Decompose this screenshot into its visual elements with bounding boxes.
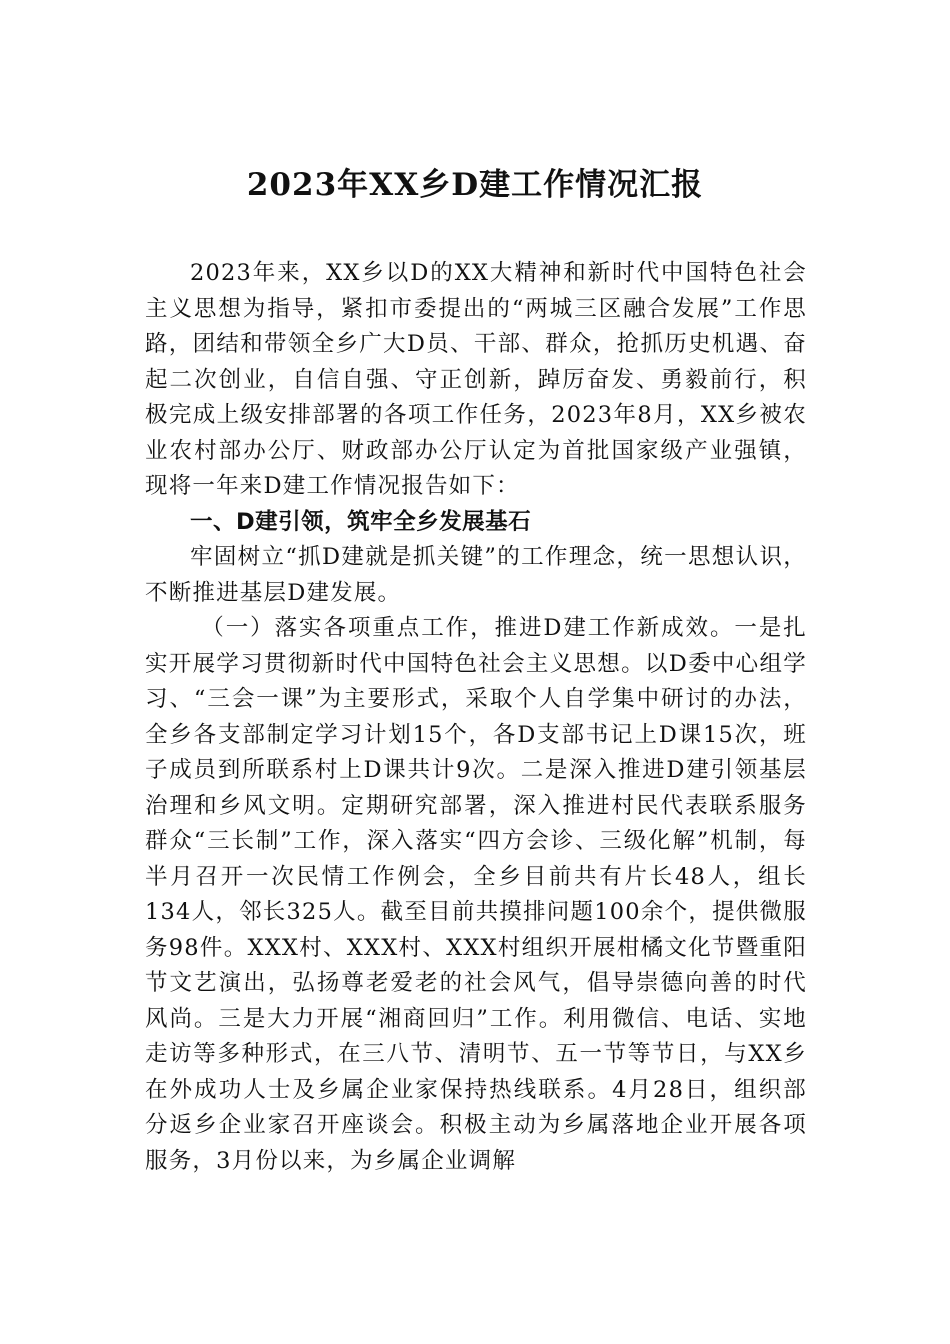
document-title: 2023年XX乡D建工作情况汇报 [246, 167, 704, 203]
section-1-intro-paragraph: 牢固树立“抓D建就是抓关键”的工作理念，统一思想认识，不断推进基层D建发展。 [145, 544, 807, 606]
intro-paragraph: 2023年来，XX乡以D的XX大精神和新时代中国特色社会主义思想为指导，紧扣市委提出的“两城三区融合发展”工作思路，团结和带领全乡广大D员、干部、群众，抢抓历史机遇、奋起二次创业，自信自强、守正创新，踔厉奋发、勇毅前行，积极完成上级安排部署的各项工作任务，2023年8月，XX乡被农业农村部办公厅、财政部办公厅认定为首批国家级产业强镇，现将一年来D建工作情况报告如下： [145, 260, 807, 499]
section-heading-1: 一、D建引领，筑牢全乡发展基石 [190, 508, 532, 535]
document-body [145, 256, 807, 1179]
subsection-1-paragraph: （一）落实各项重点工作，推进D建工作新成效。一是扎实开展学习贯彻新时代中国特色社会主义思想。以D委中心组学习、“三会一课”为主要形式，采取个人自学集中研讨的办法，全乡各支部制定学习计划15个，各D支部书记上D课15次，班子成员到所联系村上D课共计9次。二是深入推进D建引领基层治理和乡风文明。定期研究部署，深入推进村民代表联系服务群众“三长制”工作，深入落实“四方会诊、三级化解”机制，每半月召开一次民情工作例会，全乡目前共有片长48人，组长134人，邻长325人。截至目前共摸排问题100余个，提供微服务98件。XXX村、XXX村、XXX村组织开展柑橘文化节暨重阳节文艺演出，弘扬尊老爱老的社会风气，倡导崇德向善的时代风尚。三是大力开展“湘商回归”工作。利用微信、电话、实地走访等多种形式，在三八节、清明节、五一节等节日，与XX乡在外成功人士及乡属企业家保持热线联系。4月28日，组织部分返乡企业家召开座谈会。积极主动为乡属落地企业开展各项服务，3月份以来，为乡属企业调解 [145, 615, 807, 1174]
